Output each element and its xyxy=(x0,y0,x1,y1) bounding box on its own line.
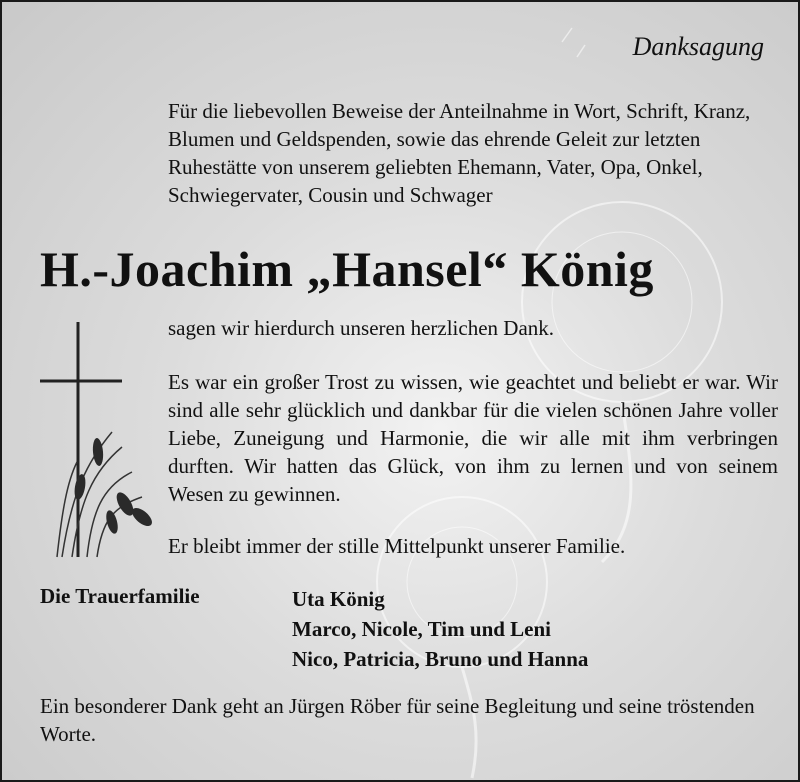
family-name-line: Marco, Nicole, Tim und Leni xyxy=(292,617,552,641)
center-line: Er bleibt immer der stille Mittelpunkt unserer Familie. xyxy=(168,534,626,558)
deceased-name: H.-Joachim „Hansel“ König xyxy=(40,241,654,297)
closing-text: Ein besonderer Dank geht an Jürgen Röber für seine Begleitung und seine tröstenden Worte. xyxy=(40,694,755,746)
intro-text: Für die liebevollen Beweise der Anteilnahme in Wort, Schrift, Kranz, Blumen und Geldspenden, sowie das ehrende Geleit zur letzten Ruhestätte von unserem geliebten Ehemann, Vater, Opa, Onkel, Schwiegervater, Cousin und Schwager xyxy=(168,99,751,207)
body-text: Es war ein großer Trost zu wissen, wie geachtet und beliebt er war. Wir sind alle sehr glücklich und dankbar für die vielen schönen Jahre voller Liebe, Zuneigung und Harmonie, die wir alle mit ihm verbringen durften. Wir hatten das Glück, von ihm zu lernen und von seinem Wesen zu gewinnen. xyxy=(168,370,778,506)
page-title: Danksagung xyxy=(632,32,764,61)
cross-with-reeds-icon xyxy=(32,312,162,562)
family-name-line: Nico, Patricia, Bruno und Hanna xyxy=(292,647,589,671)
family-label: Die Trauerfamilie xyxy=(40,584,200,608)
thanks-line: sagen wir hierdurch unseren herzlichen Dank. xyxy=(168,316,555,340)
family-name-line: Uta König xyxy=(292,587,385,611)
family-names xyxy=(292,584,588,674)
